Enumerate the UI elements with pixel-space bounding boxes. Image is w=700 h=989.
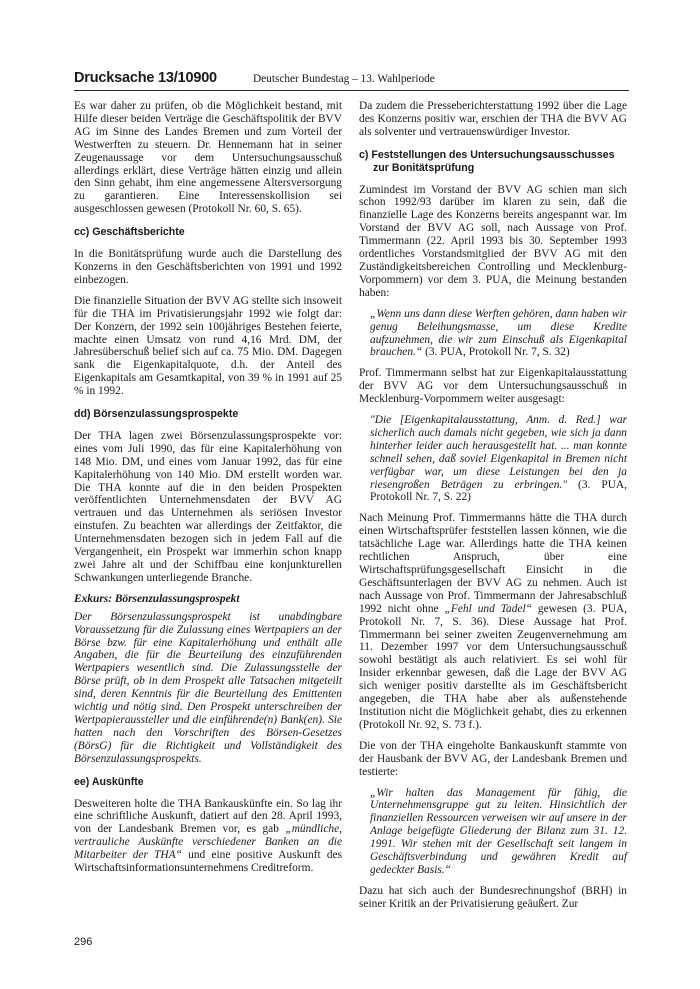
paragraph: Die finanzielle Situation der BVV AG stellte sich insoweit für die THA im Privatisierungsjahr 1992 wie folgt dar: Der Konzern, der 1992 sein 100jähriges Bestehen feierte, machte einen Umsatz von rund 4,16 Mrd. DM, der Jahresüberschuß belief sich auf ca. 75 Mio. DM. Dagegen sank die Eigenkapitalquote, d.h. der Anteil des Eigenkapitals am Gesamtkapital, von 39 % in 1991 auf 25 % in 1992. <box>74 294 342 398</box>
text-run: Nach Meinung Prof. Timmermanns hätte die THA durch einen Wirtschaftsprüfer feststellen lassen können, wie die tatsächliche Lage war. Allerdings hatte die THA keinen rechtlichen Anspruch, über eine Wirtschaftsprüfungsgesellschaft Einsicht in die Geschäftsunterlagen der BVV AG zu nehmen. Auch ist nach Aussage von Prof. Timmermann der Jahresabschluß 1992 nicht ohne <box>359 512 627 615</box>
paragraph: Es war daher zu prüfen, ob die Möglichkeit bestand, mit Hilfe dieser beiden Verträge die Geschäftspolitik der BVV AG im Sinne des Landes Bremen und zum Vorteil der Westwerften zu steuern. Dr. Hennemann hat in seiner Zeugenaussage vor dem Untersuchungsausschuß allerdings erklärt, diese Verträge hätten einzig und allein den Sinn gehabt, ihm eine angemessene Altersversorgung zu garantieren. Eine Interessenskollision sei ausgeschlossen gewesen (Protokoll Nr. 60, S. 65). <box>74 100 342 216</box>
text-run: Desweiteren holte die THA Bankauskünfte ein. So lag ihr eine schriftliche Auskunft, datiert auf den 28. April 1993, von der Landesbank Bremen vor, es gab <box>74 797 342 836</box>
paragraph <box>359 512 627 731</box>
paragraph: Da zudem die Presseberichterstattung 1992 über die Lage des Konzerns positiv war, erschien der THA die BVV AG als solventer und vertrauenswürdiger Investor. <box>359 100 627 138</box>
paragraph: Prof. Timmermann selbst hat zur Eigenkapitalausstattung der BVV AG vor dem Untersuchungsausschuß in Mecklenburg-Vorpommern weiter ausgesagt: <box>359 367 627 406</box>
exkurs-title: Exkurs: Börsenzulassungsprospekt <box>74 592 240 605</box>
paragraph: Dazu hat sich auch der Bundesrechnungshof (BRH) in seiner Kritik an der Privatisierung geäußert. Zur <box>359 884 627 910</box>
text-run: gewesen (3. PUA, Protokoll Nr. 7, S. 36). Diese Aussage hat Prof. Timmermann bei seiner zweiten Zeugenvernehmung am 11. Dezember 1997 vor dem Untersuchungsausschuß sowohl bestätigt als auch relativiert. Es sei wohl für Insider erkennbar gewesen, daß die Lage der BVV AG sich weniger positiv darstellte als im Geschäftsbericht angegeben, die THA habe aber als außenstehende Institution nicht die Möglichkeit gehabt, dies zu erkennen (Protokoll Nr. 92, S. 73 f.). <box>359 602 627 731</box>
paragraph: In die Bonitätsprüfung wurde auch die Darstellung des Konzerns in den Geschäftsberichten von 1991 und 1992 einbezogen. <box>74 248 342 286</box>
quote-text: "Die [Eigenkapitalausstattung, Anm. d. Red.] war sicherlich auch damals nicht gegeben, wie sich ja dann hinterher leider auch herausgestellt hat. ... man konnte schnell sehen, daß soviel Eigenkapital in Bremen nicht verfügbar war, um diese Leistungen bei den ja riesengroßen Beträgen zu erbringen." <box>370 414 627 491</box>
quote-text: „Wenn uns dann diese Werften gehören, dann haben wir genug Beleihungsmasse, um diese Kredite aufzunehmen, die wir zum Einschuß als Eigenkapital brauchen.“ <box>370 307 627 359</box>
paragraph: Die von der THA eingeholte Bankauskunft stammte von der Hausbank der BVV AG, der Landesbank Bremen und testierte: <box>359 739 627 778</box>
right-column <box>359 100 627 919</box>
section-heading-geschaeftsberichte: cc) Geschäftsberichte <box>74 226 185 239</box>
quote-citation: (3. PUA, Protokoll Nr. 7, S. 32) <box>422 346 570 359</box>
text-run: und eine positive Auskunft des Wirtschaftsinformationsunternehmens Creditreform. <box>74 849 342 875</box>
paragraph: Zumindest im Vorstand der BVV AG schien man sich schon 1992/93 darüber im klaren zu sein, daß die finanzielle Lage des Konzerns bereits angespannt war. Im Vorstand der BVV AG soll, nach Aussage von Prof. Timmermann (22. April 1993 bis 30. September 1993 ordentliches Vorstandsmitglied der BVV AG mit den Zuständigkeitsbereichen Controlling und Mecklenburg-Vorpommern) vor dem 3. PUA, die Meinung bestanden haben: <box>359 183 627 299</box>
quoted-text: „Fehl und Tadel“ <box>444 602 532 615</box>
document-number: Drucksache 13/10900 <box>74 70 217 86</box>
exkurs-body: Der Börsenzulassungsprospekt ist unabdingbare Voraussetzung für die Zulassung eines Wertpapiers an der Börse bzw. für eine Kapitalerhöhung und enthält alle Angaben, die für die Beurteilung des einzuführenden Wertpapiers wesentlich sind. Die Zulassungsstelle der Börse prüft, ob in dem Prospekt alle Tatsachen mitgeteilt sind, deren Kenntnis für die Beurteilung des Emittenten wichtig und nötig sind. Den Prospekt unterschreiben der Wertpapieraussteller und die einführende(n) Bank(en). Sie hatten nach den Vorschriften des Börsen-Gesetzes (BörsG) für die Richtigkeit und Vollständigkeit des Börsenzulassungsprospekts. <box>74 610 342 765</box>
institution-period: Deutscher Bundestag – 13. Wahlperiode <box>253 73 435 85</box>
quote-citation: (3. PUA, Protokoll Nr. 7, S. 22) <box>370 478 627 504</box>
section-heading-auskuenfte: ee) Auskünfte <box>74 775 144 788</box>
quote-text: „Wir halten das Management für fähig, die Unternehmensgruppe gut zu leiten. Hinsichtlich der finanziellen Ressourcen verweisen wir auf unsere in der Anlage beigefügte Gliederung der Bilanz zum 31. 12. 1991. Wir stehen mit der Gesellschaft seit langem in Geschäftsverbindung und gewähren Kredit auf gedeckter Basis.“ <box>370 786 627 876</box>
page-header <box>74 70 629 91</box>
section-heading-boersenzulassungsprospekte: dd) Börsenzulassungsprospekte <box>74 408 239 421</box>
left-column <box>74 100 342 883</box>
block-quote <box>370 414 627 504</box>
section-heading-feststellungen: c) Feststellungen des Untersuchungsausschusses zur Bonitätsprüfung <box>359 148 615 174</box>
page-number: 296 <box>74 936 93 948</box>
quoted-text: „mündliche, vertrauliche Auskünfte verschiedener Banken an die Mitarbeiter der THA“ <box>74 823 342 862</box>
paragraph <box>74 798 342 875</box>
block-quote <box>370 787 627 877</box>
paragraph: Der THA lagen zwei Börsenzulassungsprospekte vor: eines vom Juli 1990, das für eine Kapitalerhöhung von 148 Mio. DM, und eines vom Januar 1992, das für eine Kapitalerhöhung von 140 Mio. DM erstellt worden war. Die THA konnte auf die in den beiden Prospekten veröffentlichten Unternehmensdaten der BVV AG vertrauen und das Unternehmen als seriösen Investor einstufen. Zu beachten war allerdings der Zeitfaktor, die Unternehmensdaten bezogen sich in jedem Fall auf die Vergangenheit, ein Prospekt war immerhin schon knapp zwei Jahre alt und der Schiffbau eine konjunkturellen Schwankungen unterliegende Branche. <box>74 429 342 584</box>
block-quote <box>370 308 627 360</box>
